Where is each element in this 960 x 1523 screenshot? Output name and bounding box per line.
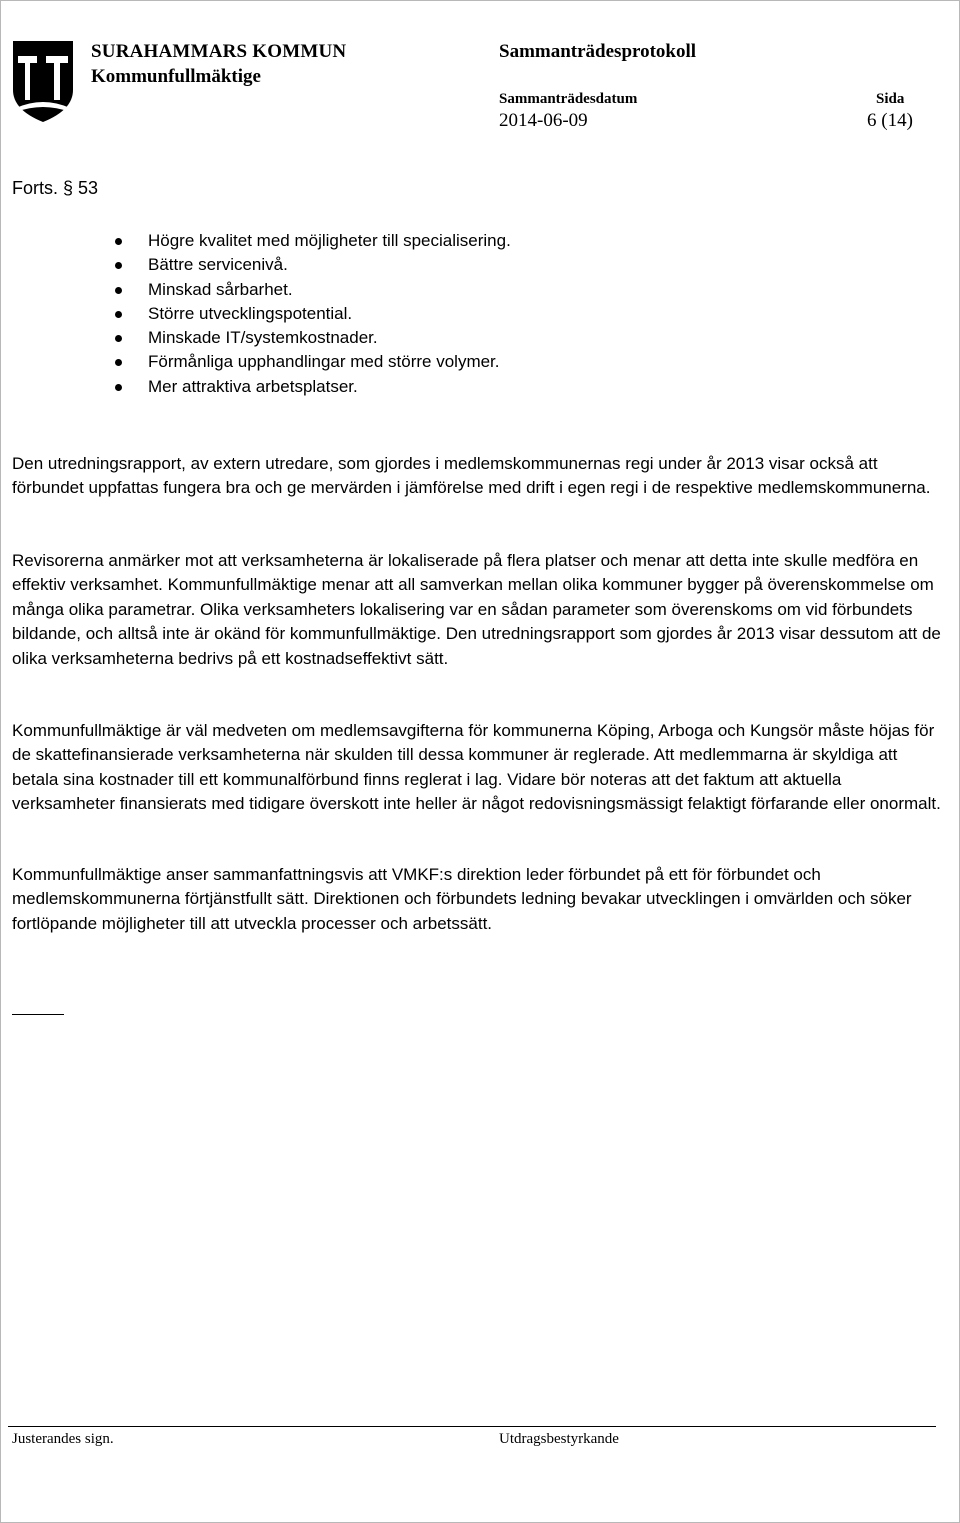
section-continuation: Forts. § 53 — [12, 178, 99, 198]
page-number: 6 (14) — [867, 110, 913, 131]
list-item: Mer attraktiva arbetsplatser. — [0, 375, 511, 399]
paragraph-report: Den utredningsrapport, av extern utredare, som gjordes i medlemskommunernas regi under år 2013 visar också att förbundet uppfattas fungera bra och ge mervärden i jämförelse med drift i egen regi i de respektive medlemskommunerna. — [12, 454, 931, 498]
list-item: Högre kvalitet med möjligheter till specialisering. — [0, 229, 511, 253]
page-label: Sida — [876, 91, 905, 107]
footer-divider — [8, 1426, 936, 1427]
municipal-crest-icon — [10, 38, 76, 124]
paragraph-auditors: Revisorerna anmärker mot att verksamheterna är lokaliserade på flera platser och menar att detta inte skulle medföra en effektiv verksamhet. Kommunfullmäktige menar att all samverkan mellan olika kommuner bygger på överenskommelse om många olika parametrar. Olika verksamheters lokalisering var en sådan parameter som överenskoms om vid förbundets bildande, och alltså inte är okänd för kommunfullmäktige. Den utredningsrapport som gjordes år 2013 visar dessutom att de olika verksamheterna bedrivs på ett kostnadseffektivt sätt. — [12, 551, 941, 668]
organization-body: Kommunfullmäktige — [91, 66, 261, 87]
list-item: Bättre servicenivå. — [0, 253, 511, 277]
list-item: Minskade IT/systemkostnader. — [0, 326, 511, 350]
signature-line — [12, 1014, 64, 1015]
organization-name: SURAHAMMARS KOMMUN — [91, 41, 347, 62]
list-item: Större utvecklingspotential. — [0, 302, 511, 326]
benefits-list — [0, 229, 511, 399]
footer-certification-label: Utdragsbestyrkande — [499, 1431, 619, 1447]
list-item: Förmånliga upphandlingar med större volymer. — [0, 350, 511, 374]
paragraph-summary: Kommunfullmäktige anser sammanfattningsvis att VMKF:s direktion leder förbundet på ett för förbundet och medlemskommunerna förtjänstfullt sätt. Direktionen och förbundets ledning bevakar utvecklingen i omvärlden och söker fortlöpande möjligheter till att utveckla processer och arbetssätt. — [12, 865, 912, 933]
footer-adjuster-signature-label: Justerandes sign. — [12, 1431, 114, 1447]
meeting-date-label: Sammanträdesdatum — [499, 91, 638, 107]
paragraph-member-fees: Kommunfullmäktige är väl medveten om medlemsavgifterna för kommunerna Köping, Arboga och Kungsör måste höjas för de skattefinansierade verksamheterna när skulden till dessa kommuner är reglerade. Att medlemmarna är skyldiga att betala sina kostnader till ett kommunalförbund finns reglerat i lag. Vidare bör noteras att det faktum att aktuella verksamheter finansierats med tidigare överskott inte heller är något redovisningsmässigt felaktigt förfarande eller onormalt. — [12, 721, 941, 814]
document-type: Sammanträdesprotokoll — [499, 41, 697, 62]
meeting-date-value: 2014-06-09 — [499, 110, 588, 131]
list-item: Minskad sårbarhet. — [0, 278, 511, 302]
